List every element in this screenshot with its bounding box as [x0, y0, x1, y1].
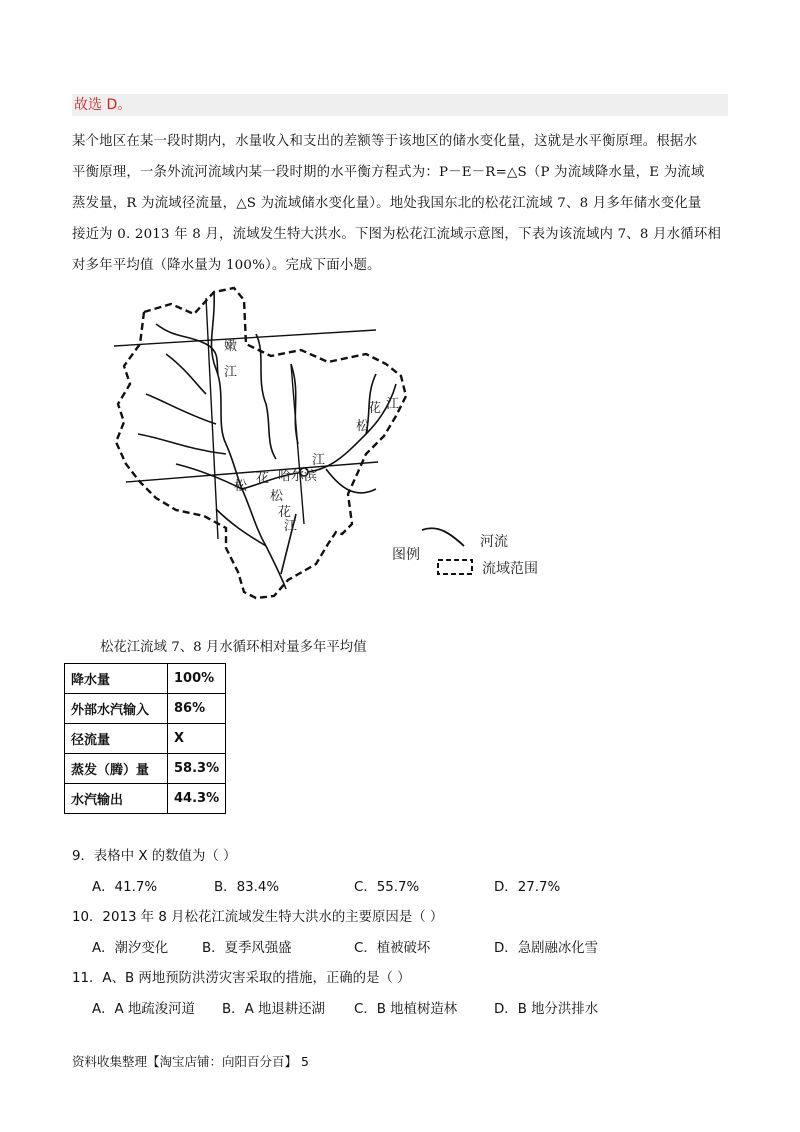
row-value: 58.3% — [168, 754, 226, 784]
intro-line: 接近为 0. 2013 年 8 月，流域发生特大洪水。下图为松花江流域示意图，下表为该流域内 7、8 月水循环相 — [72, 227, 722, 242]
basin-boundary — [116, 288, 406, 598]
legend-river-label: 河流 — [480, 534, 508, 550]
intro-line: 某个地区在某一段时期内，水量收入和支出的差额等于该地区的储水变化量，这就是水平衡原理。根据水 — [72, 134, 698, 149]
table-row — [65, 694, 226, 724]
question-stem: 10．2013 年 8 月松花江流域发生特大洪水的主要原因是（ ） — [72, 910, 444, 925]
map-legend — [392, 528, 538, 577]
option-a: A．41.7% — [92, 880, 158, 895]
row-label: 水汽输出 — [65, 784, 168, 814]
option-c: C．55.7% — [354, 880, 420, 895]
row-value: 100% — [168, 664, 226, 694]
intro-line: 平衡原理，一条外流河流域内某一段时期的水平衡方程式为：P－E－R=△S（P 为流域降水量，E 为流域 — [72, 165, 705, 180]
row-value: X — [168, 724, 226, 754]
legend-basin-label: 流域范围 — [482, 561, 538, 577]
row-value: 44.3% — [168, 784, 226, 814]
songhua-basin-map — [66, 284, 566, 604]
city-label: 哈尔滨 — [278, 469, 318, 484]
option-b: B．A 地退耕还湖 — [222, 1002, 325, 1017]
map-label: 松 — [270, 489, 284, 504]
row-label: 径流量 — [65, 724, 168, 754]
river-branch — [326, 469, 376, 493]
table-row — [65, 754, 226, 784]
section-line — [291, 364, 304, 524]
map-label: 花 — [256, 471, 270, 486]
option-d: D．B 地分洪排水 — [494, 1002, 599, 1017]
option-d: D．27.7% — [494, 880, 561, 895]
option-c: C．B 地植树造林 — [354, 1002, 458, 1017]
map-label: 江 — [224, 365, 238, 380]
row-label: 降水量 — [65, 664, 168, 694]
river-branch — [176, 464, 242, 489]
row-value: 86% — [168, 694, 226, 724]
option-b: B．83.4% — [214, 880, 280, 895]
table-caption: 松花江流域 7、8 月水循环相对量多年平均值 — [100, 640, 367, 655]
option-a: A．潮汐变化 — [92, 941, 169, 956]
option-a: A．A 地疏浚河道 — [92, 1002, 195, 1017]
intro-paragraph — [72, 126, 732, 281]
row-label: 蒸发（腾）量 — [65, 754, 168, 784]
map-label: 江 — [284, 519, 298, 534]
river-branch — [256, 334, 276, 459]
table-row — [65, 784, 226, 814]
question-stem: 11．A、B 两地预防洪涝灾害采取的措施，正确的是（ ） — [72, 971, 411, 986]
river-branch — [166, 354, 206, 394]
river-main-nen — [211, 292, 242, 489]
map-label: 松 — [356, 419, 370, 434]
water-cycle-table — [64, 663, 226, 814]
map-label: 江 — [386, 397, 400, 412]
intro-line: 对多年平均值（降水量为 100%）。完成下面小题。 — [72, 258, 381, 273]
legend-river-symbol — [422, 528, 464, 546]
intro-line: 蒸发量，R 为流域径流量，△S 为流域储水变化量）。地处我国东北的松花江流域 7、8 月多年储水变化量 — [72, 196, 702, 211]
option-c: C．植被破坏 — [354, 941, 431, 956]
river-branch — [146, 394, 216, 424]
table-row — [65, 724, 226, 754]
page-footer: 资料收集整理【淘宝店铺：向阳百分百】 5 — [72, 1054, 309, 1069]
map-label: 花 — [278, 505, 292, 520]
table-row — [65, 664, 226, 694]
legend-basin-symbol — [438, 560, 472, 574]
row-label: 外部水汽输入 — [65, 694, 168, 724]
legend-title: 图例 — [392, 547, 420, 563]
map-label: 江 — [312, 453, 326, 468]
map-label: 花 — [368, 401, 382, 416]
map-label: 嫩 — [224, 339, 238, 354]
question-stem: 9．表格中 X 的数值为（ ） — [72, 849, 237, 864]
section-line — [126, 462, 378, 482]
option-d: D．急剧融冰化雪 — [494, 941, 599, 956]
answer-line: 故选 D。 — [72, 94, 728, 116]
river-lower-songhua — [242, 489, 286, 589]
section-line — [114, 330, 376, 346]
option-b: B．夏季风强盛 — [202, 941, 292, 956]
map-label: 松 — [234, 479, 248, 494]
